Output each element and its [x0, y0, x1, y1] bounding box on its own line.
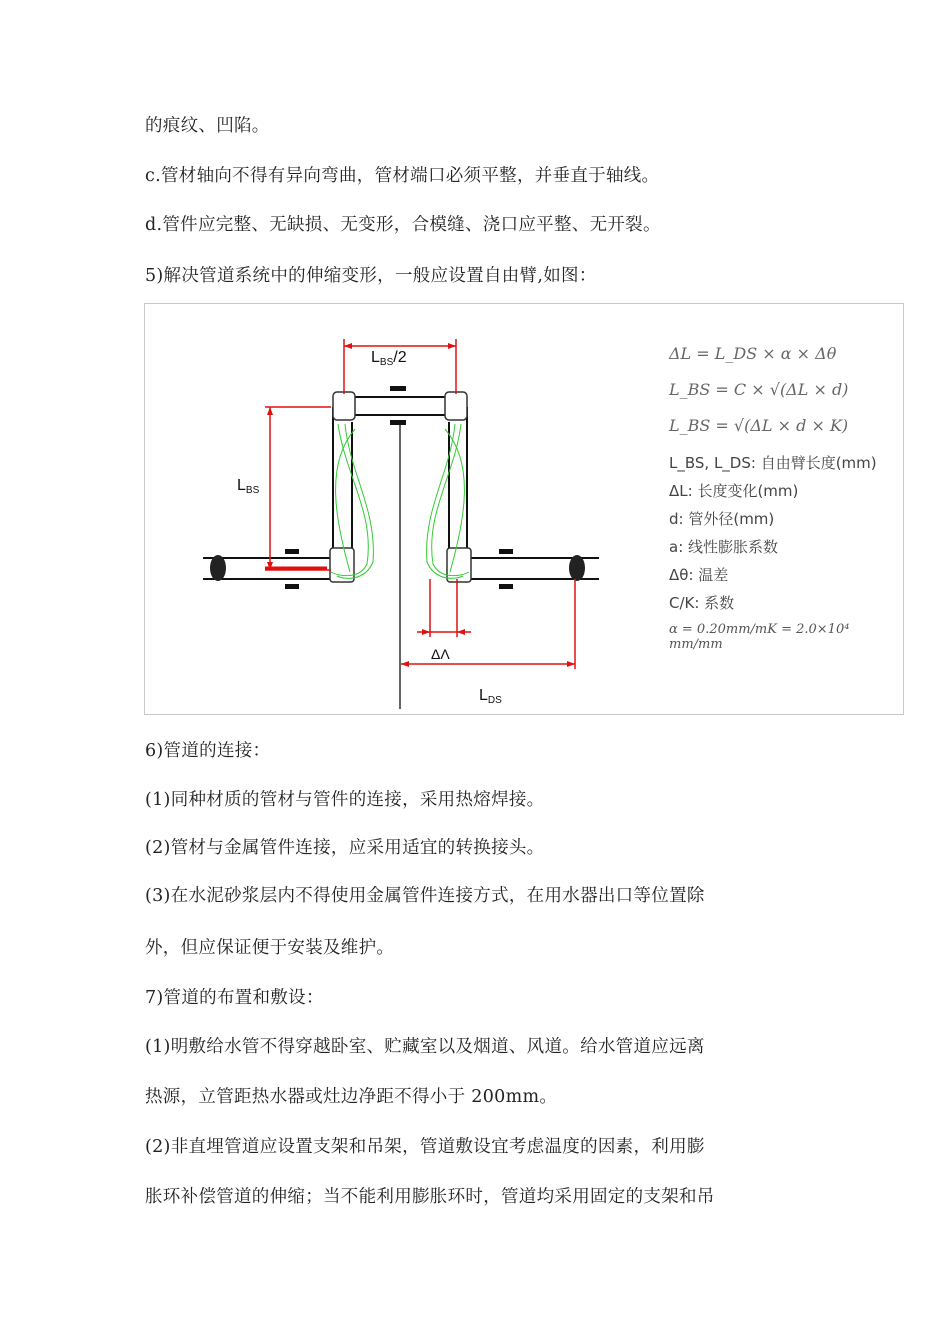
- text-line-13: (2)非直埋管道应设置支架和吊架，管道敷设宜考虑温度的因素，利用膨: [145, 1137, 705, 1157]
- legend-c-k: C/K: 系数: [669, 594, 735, 612]
- label-delta: ΔΛ: [431, 646, 450, 662]
- text-line-11: (1)明敷给水管不得穿越卧室、贮藏室以及烟道、风道。给水管道应远离: [145, 1037, 705, 1057]
- legend-delta-l: ΔL: 长度变化(mm): [669, 482, 799, 500]
- text-line-7: (2)管材与金属管件连接，应采用适宜的转换接头。: [145, 838, 545, 858]
- formula-lbs-k: L_BS = √(ΔL × d × K): [669, 416, 849, 435]
- legend-lbs-lds: L_BS, L_DS: 自由臂长度(mm): [669, 454, 877, 472]
- label-lds: LDS: [479, 687, 502, 706]
- legend-d: d: 管外径(mm): [669, 510, 775, 528]
- formula-delta-l: ΔL = L_DS × α × Δθ: [669, 344, 837, 363]
- text-line-5: 6)管道的连接：: [145, 741, 271, 761]
- text-line-6: (1)同种材质的管材与管件的连接，采用热熔焊接。: [145, 790, 545, 810]
- formula-panel: [669, 344, 903, 652]
- alpha-formula: α = 0.20mm/mK = 2.0×10⁴ mm/mm: [669, 622, 850, 652]
- text-line-12: 热源，立管距热水器或灶边净距不得小于 200mm。: [145, 1087, 558, 1107]
- formula-lbs-c: L_BS = C × √(ΔL × d): [669, 380, 849, 399]
- text-line-3: d.管件应完整、无缺损、无变形，合模缝、浇口应平整、无开裂。: [145, 215, 661, 235]
- text-line-2: c.管材轴向不得有异向弯曲，管材端口必须平整，并垂直于轴线。: [145, 166, 660, 186]
- text-line-10: 7)管道的布置和敷设：: [145, 988, 324, 1008]
- text-line-8: (3)在水泥砂浆层内不得使用金属管件连接方式，在用水器出口等位置除: [145, 886, 705, 906]
- label-lbs-half: LBS/2: [371, 349, 407, 368]
- expansion-arm-figure: [144, 303, 904, 715]
- legend-delta-theta: Δθ: 温差: [669, 566, 729, 584]
- legend-a: a: 线性膨胀系数: [669, 538, 779, 556]
- text-line-4: 5)解决管道系统中的伸缩变形，一般应设置自由臂,如图：: [145, 266, 597, 286]
- text-line-14: 胀环补偿管道的伸缩；当不能利用膨胀环时，管道均采用固定的支架和吊: [145, 1187, 715, 1207]
- label-lbs: LBS: [237, 477, 260, 496]
- text-line-1: 的痕纹、凹陷。: [145, 116, 270, 136]
- text-line-9: 外，但应保证便于安装及维护。: [145, 938, 395, 958]
